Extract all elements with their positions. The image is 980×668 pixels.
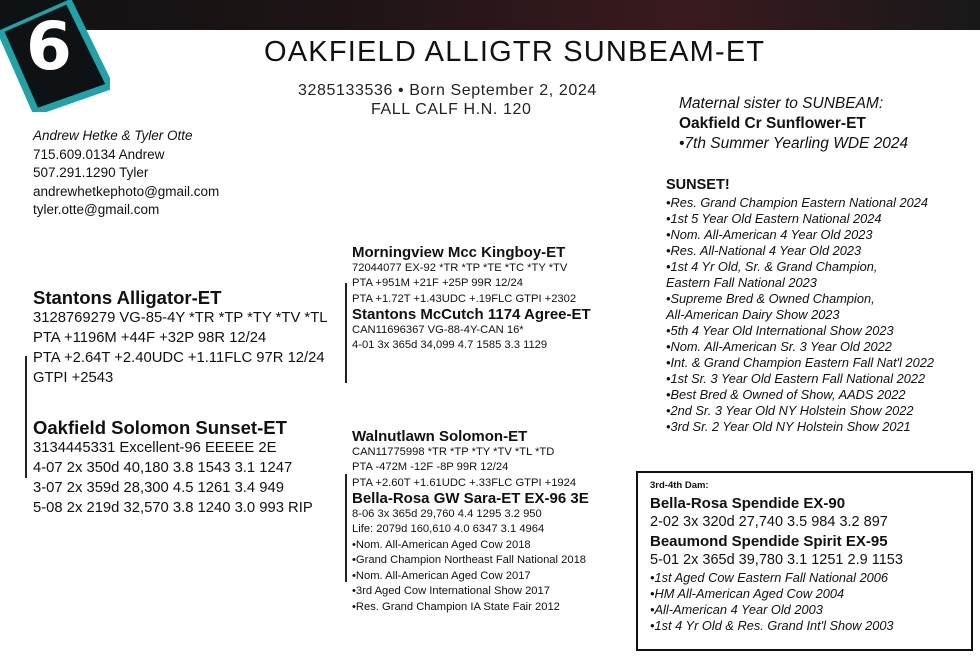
top-banner — [0, 0, 980, 30]
lot-number-badge — [0, 0, 110, 112]
paternal-grandsire-info: PTA +951M +21F +25P 99R 12/24 — [352, 277, 523, 289]
sire-block — [33, 288, 327, 388]
sunset-award: •2nd Sr. 3 Year Old NY Holstein Show 2022 — [666, 403, 914, 418]
sunset-award: •Nom. All-American 4 Year Old 2023 — [666, 227, 873, 242]
dam-side-block — [352, 429, 589, 615]
maternal-grandsire-info: PTA +2.60T +1.61UDC +.33FLC GTPI +1924 — [352, 476, 577, 489]
sunset-award: •5th 4 Year Old International Show 2023 — [666, 323, 894, 338]
fourth-dam-name: Beaumond Spendide Spirit EX-95 — [650, 533, 888, 550]
paternal-grandsire-info: PTA +1.72T +1.43UDC +.19FLC GTPI +2302 — [352, 292, 577, 305]
maternal-sister-block — [679, 94, 908, 154]
sire-name: Stantons Alligator-ET — [33, 287, 222, 308]
third-dam-name: Bella-Rosa Spendide EX-90 — [650, 495, 846, 512]
sunset-award: •1st 5 Year Old Eastern National 2024 — [666, 211, 882, 226]
fourth-dam-award: •HM All-American Aged Cow 2004 — [650, 586, 845, 601]
paternal-grandsire-name: Morningview Mcc Kingboy-ET — [352, 244, 566, 261]
sire-info: PTA +1196M +44F +32P 98R 12/24 — [33, 330, 267, 346]
maternal-granddam-award: •Nom. All-American Aged Cow 2018 — [352, 538, 531, 551]
sunset-award: •Nom. All-American Sr. 3 Year Old 2022 — [666, 339, 892, 354]
fourth-dam-award: •All-American 4 Year Old 2003 — [650, 602, 823, 617]
pedigree-bracket-left — [25, 356, 27, 478]
animal-title: OAKFIELD ALLIGTR SUNBEAM-ET — [264, 36, 766, 68]
contact-names: Andrew Hetke & Tyler Otte — [33, 128, 193, 143]
maternal-grandsire-info: CAN11775998 *TR *TP *TY *TV *TL *TD — [352, 445, 555, 458]
paternal-granddam-info: CAN11696367 VG-88-4Y-CAN 16* — [352, 323, 524, 336]
maternal-granddam-info: Life: 2079d 160,610 4.0 6347 3.1 4964 — [352, 523, 545, 535]
sunset-award: •Int. & Grand Champion Eastern Fall Nat'l 2022 — [666, 355, 934, 370]
dam-info: 3134445331 Excellent-96 EEEEE 2E — [33, 440, 277, 456]
sunset-award: •Best Bred & Owned of Show, AADS 2022 — [666, 387, 906, 402]
contact-email-tyler: tyler.otte@gmail.com — [33, 202, 160, 217]
paternal-granddam-info: 4-01 3x 365d 34,099 4.7 1585 3.3 1129 — [352, 339, 548, 351]
sunset-award: •Res. Grand Champion Eastern National 2024 — [666, 195, 928, 210]
contact-phone-andrew: 715.609.0134 Andrew — [33, 146, 165, 162]
dam-info: 3-07 2x 359d 28,300 4.5 1261 3.4 949 — [33, 480, 284, 496]
sunset-award: •Res. All-National 4 Year Old 2023 — [666, 243, 862, 258]
maternal-granddam-award: •Res. Grand Champion IA State Fair 2012 — [352, 600, 560, 613]
lot-number: 6 — [26, 8, 70, 85]
sunset-award: •1st 4 Yr Old, Sr. & Grand Champion, — [666, 259, 878, 274]
sire-info: PTA +2.64T +2.40UDC +1.11FLC 97R 12/24 — [33, 350, 325, 366]
sunset-awards — [666, 177, 934, 435]
sunset-award: •3rd Sr. 2 Year Old NY Holstein Show 2021 — [666, 419, 911, 434]
maternal-sister-name: Oakfield Cr Sunflower-ET — [679, 115, 866, 132]
sunset-award: •Supreme Bred & Owned Champion, — [666, 291, 875, 306]
sire-info: GTPI +2543 — [33, 370, 114, 386]
sire-info: 3128769279 VG-85-4Y *TR *TP *TY *TV *TL — [33, 310, 328, 326]
fourth-dam-award: •1st Aged Cow Eastern Fall National 2006 — [650, 570, 889, 585]
maternal-granddam-name: Bella-Rosa GW Sara-ET EX-96 3E — [352, 490, 589, 507]
maternal-grandsire-name: Walnutlawn Solomon-ET — [352, 428, 528, 445]
sunset-award: •1st Sr. 3 Year Old Eastern Fall National 2022 — [666, 371, 926, 386]
deep-dams-box — [636, 471, 973, 651]
pedigree-bracket-sire-side — [345, 283, 347, 383]
contact-block — [33, 127, 219, 220]
sire-side-block — [352, 245, 591, 354]
third-dam-record: 2-02 3x 320d 27,740 3.5 984 3.2 897 — [650, 514, 888, 530]
maternal-granddam-info: 8-06 3x 365d 29,760 4.4 1295 3.2 950 — [352, 507, 542, 520]
dam-info: 4-07 2x 350d 40,180 3.8 1543 3.1 1247 — [33, 460, 293, 476]
deep-dams-heading: 3rd-4th Dam: — [650, 480, 709, 491]
dam-name: Oakfield Solomon Sunset-ET — [33, 417, 287, 438]
maternal-award: •7th Summer Yearling WDE 2024 — [679, 135, 909, 152]
registration-born: 3285133536 • Born September 2, 2024 — [298, 82, 597, 99]
fourth-dam-award: •1st 4 Yr Old & Res. Grand Int'l Show 2003 — [650, 618, 894, 633]
maternal-intro: Maternal sister to SUNBEAM: — [679, 95, 884, 112]
dam-info: 5-08 2x 219d 32,570 3.8 1240 3.0 993 RIP — [33, 500, 313, 516]
fourth-dam-record: 5-01 2x 365d 39,780 3.1 1251 2.9 1153 — [650, 552, 903, 568]
sunset-heading: SUNSET! — [666, 177, 730, 193]
maternal-granddam-award: •Nom. All-American Aged Cow 2017 — [352, 569, 531, 582]
maternal-granddam-award: •3rd Aged Cow International Show 2017 — [352, 585, 550, 597]
paternal-granddam-name: Stantons McCutch 1174 Agree-ET — [352, 306, 591, 323]
dam-block — [33, 418, 313, 518]
contact-phone-tyler: 507.291.1290 Tyler — [33, 165, 149, 180]
paternal-grandsire-info: 72044077 EX-92 *TR *TP *TE *TC *TY *TV — [352, 261, 568, 274]
pedigree-bracket-dam-side — [345, 474, 347, 582]
class-hn: FALL CALF H.N. 120 — [371, 101, 532, 118]
maternal-granddam-award: •Grand Champion Northeast Fall National 2018 — [352, 554, 587, 566]
maternal-grandsire-info: PTA -472M -12F -8P 99R 12/24 — [352, 461, 509, 473]
contact-email-andrew: andrewhetkephoto@gmail.com — [33, 183, 220, 199]
sunset-award: All-American Dairy Show 2023 — [666, 307, 840, 322]
sunset-award: Eastern Fall National 2023 — [666, 275, 817, 290]
